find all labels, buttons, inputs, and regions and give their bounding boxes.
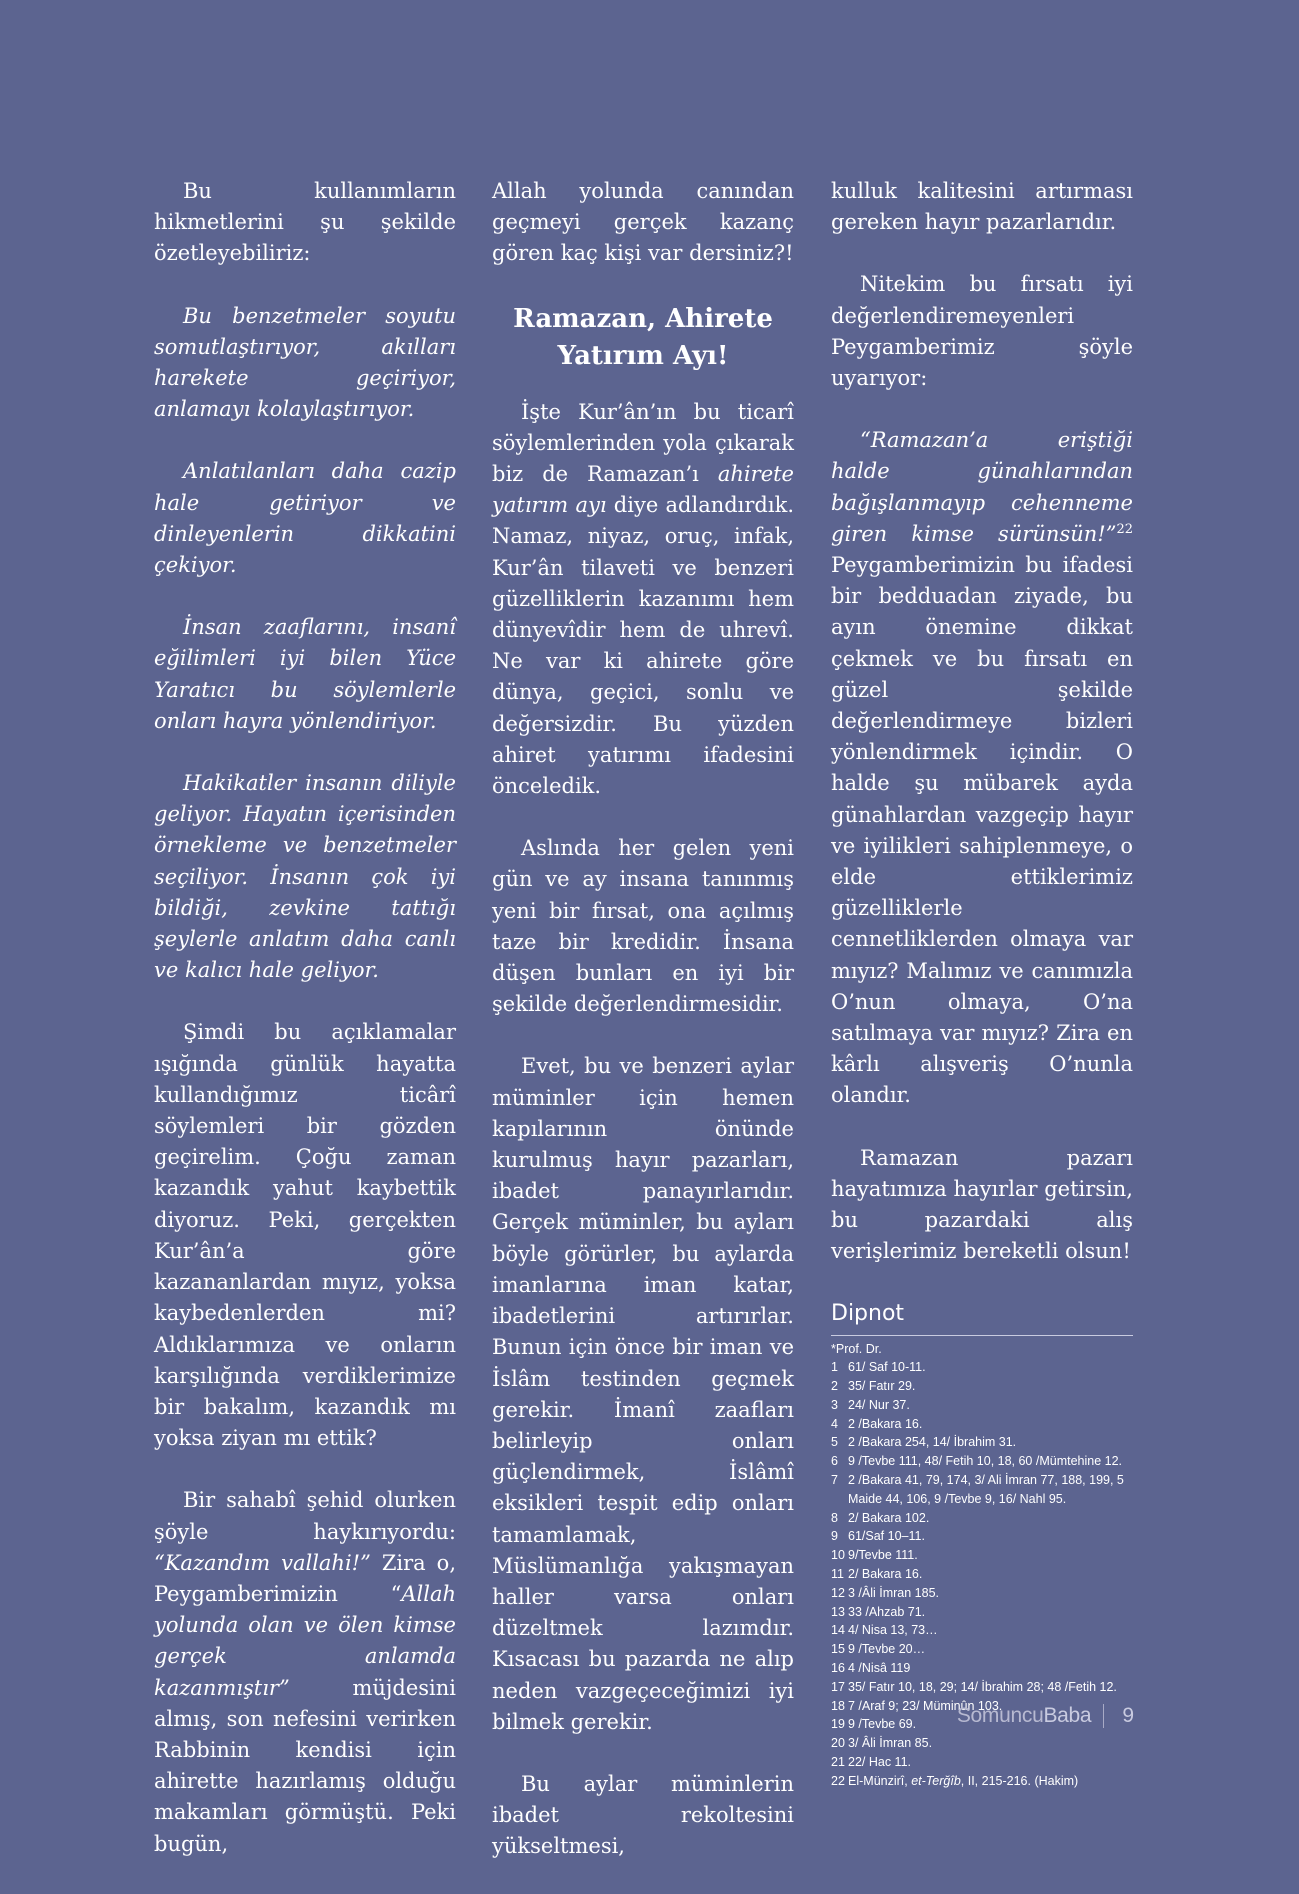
magazine-logo xyxy=(957,1704,1091,1728)
footnote-number: 14 xyxy=(831,1623,845,1638)
paragraph: kulluk kalitesini artırması gereken hayır pazarlarıdır. xyxy=(831,179,1133,235)
footnote-number: 8 xyxy=(831,1510,838,1525)
footnote-number: 17 xyxy=(831,1679,845,1694)
footnote-item xyxy=(831,1433,1133,1452)
quote-paragraph: İnsan zaaflarını, insanî eğilimleri iyi bilen Yüce Yaratıcı bu söylemlerle onları hayra yönlendiriyor. xyxy=(154,615,456,733)
footnote-number: 9 xyxy=(831,1529,838,1544)
footnote-number: 4 xyxy=(831,1416,838,1431)
footnote-item xyxy=(831,1734,1133,1753)
footnote-text: 24/ Nur 37. xyxy=(848,1397,910,1412)
footnote-number: 6 xyxy=(831,1454,838,1469)
footnotes-title: Dipnot xyxy=(831,1299,1133,1336)
footnote-text: 9/Tevbe 111. xyxy=(848,1548,918,1563)
text: müjdesini almış, son nefesini verirken Rabbinin kendisi için ahirette hazırlamış olduğu makamları görmüştü. Peki bugün, xyxy=(154,1675,456,1856)
footnote-number: 22 xyxy=(831,1773,845,1788)
footnote-text: 2/ Bakara 16. xyxy=(848,1567,923,1582)
footnote-item xyxy=(831,1509,1133,1528)
footnote-item xyxy=(831,1753,1133,1772)
footnote-item xyxy=(831,1358,1133,1377)
footnote-number: 19 xyxy=(831,1717,845,1732)
italic-quote: Allah yolunda olan ve ölen kimse gerçek anlamda kazanmıştır” xyxy=(154,1581,456,1700)
logo-part: Somuncu xyxy=(956,1704,1044,1727)
text: Peygamberimizin bu ifadesi bir bedduadan ziyade, bu ayın önemine dikkat çekmek ve bu fırsatı en güzel şekilde değerlendirmeye bizleri yönlendirmek içindir. O halde şu mübarek ayda günahlardan vazgeçip hayır ve iyilikleri sahiplenmeye, o elde ettiklerimiz güzelliklerle cennetliklerden olmaya var mıyız? Malımız ve canımızla O’nun olmaya, O’na satılmaya var mıyız? Zira en kârlı alışveriş O’nunla olandır. xyxy=(831,553,1133,1108)
italic-quote: “Ramazan’a eriştiği halde günahlarından bağışlanmayıp cehenneme giren kimse sürünsün!” xyxy=(831,428,1133,546)
footnote-text: 9 /Tevbe 20… xyxy=(848,1642,926,1657)
text: diye adlandırdık. Namaz, niyaz, oruç, infak, Kur’ân tilaveti ve benzeri güzelliklerin kazanımı hem dünyevîdir hem de uhrevî. Ne var ki ahirete göre dünya, geçici, sonlu ve değersizdir. Bu yüzden ahiret yatırımı ifadesini önceledik. xyxy=(492,493,794,799)
footnote-text: 9 /Tevbe 111, 48/ Fetih 10, 18, 60 /Mümtehine 12. xyxy=(848,1454,1123,1469)
text: Bir sahabî şehid olurken şöyle haykırıyordu: xyxy=(154,1488,456,1544)
footnote-item xyxy=(831,1452,1133,1471)
footnote-item xyxy=(831,1565,1133,1584)
paragraph: Şimdi bu açıklamalar ışığında günlük hayatta kullandığımız ticârî söylemleri bir gözden geçirelim. Çoğu zaman kazandık yahut kaybettik diyoruz. Peki, gerçekten Kur’ân’a göre kazananlardan mıyız, yoksa kaybedenlerden mi? Aldıklarımıza ve onların karşılığında verdiklerimize bir bakalım, kazandık mı yoksa ziyan mı ettik? xyxy=(154,1020,456,1451)
footnote-item xyxy=(831,1678,1133,1697)
footnote-text: 9 /Tevbe 69. xyxy=(848,1717,917,1732)
footnote-text: 7 /Araf 9; 23/ Müminûn 103. xyxy=(848,1698,1003,1713)
italic-quote: “Kazandım vallahi!” xyxy=(154,1550,371,1575)
footnote-ref: 22 xyxy=(1116,521,1133,537)
footnote-number: 11 xyxy=(831,1567,844,1582)
footnote-number: 10 xyxy=(831,1548,845,1563)
footnote-number: 7 xyxy=(831,1473,838,1488)
paragraph: Allah yolunda canından geçmeyi gerçek kazanç gören kaç kişi var dersiniz?! xyxy=(492,179,794,266)
footnote-text: 35/ Fatır 10, 18, 29; 14/ İbrahim 28; 48 /Fetih 12. xyxy=(848,1679,1117,1694)
italic-term: ahirete yatırım ayı xyxy=(492,462,794,518)
footnote-text: 22/ Hac 11. xyxy=(848,1755,912,1770)
footnote-number: 13 xyxy=(831,1604,845,1619)
footnote-number: 16 xyxy=(831,1661,845,1676)
column-2 xyxy=(492,176,794,1894)
quote-paragraph: Anlatılanları daha cazip hale getiriyor ve dinleyenlerin dikkatini çekiyor. xyxy=(154,459,456,578)
footnote-item xyxy=(831,1527,1133,1546)
footnote-number: 20 xyxy=(831,1736,845,1751)
footnote-text: 2/ Bakara 102. xyxy=(848,1510,930,1525)
paragraph xyxy=(831,425,1133,1111)
footnote-item xyxy=(831,1396,1133,1415)
paragraph: Evet, bu ve benzeri aylar müminler için hemen kapılarının önünde kurulmuş hayır pazarları, ibadet panayırlarıdır. Gerçek müminler, bu ayları böyle görürler, bu aylarda imanlarına iman katar, ibadetlerini artırırlar. Bunun için önce bir iman ve İslâm testinden geçmek gerekir. İmanî zaafları belirleyip onları güçlendirmek, İslâmî eksikleri tespit edip onları tamamlamak, Müslümanlığa yakışmayan haller varsa onları düzeltmek lazımdır. Kısacası bu pazarda ne alıp neden vazgeçeceğimizi iyi bilmek gerekir. xyxy=(492,1054,794,1734)
footnote-text: 4 /Nisâ 119 xyxy=(848,1661,911,1676)
footnote-item xyxy=(831,1415,1133,1434)
footnote-item xyxy=(831,1546,1133,1565)
section-heading: Ramazan, Ahirete Yatırım Ayı! xyxy=(513,303,773,371)
column-1 xyxy=(154,176,456,1891)
footnote-text: 3 /Âli İmran 185. xyxy=(848,1585,940,1600)
footnote-text xyxy=(844,1772,1133,1791)
footnote-number: 5 xyxy=(831,1435,838,1450)
footnote-text: 2 /Bakara 16. xyxy=(848,1416,923,1431)
paragraph: Aslında her gelen yeni gün ve ay insana tanınmış yeni bir fırsat, ona açılmış taze bir kredidir. İnsana düşen bunları en iyi bir şekilde değerlendirmesidir. xyxy=(492,836,794,1017)
quote-paragraph: Hakikatler insanın diliyle geliyor. Hayatın içerisinden örnekleme ve benzetmeler seçiliyor. İnsanın çok iyi bildiği, zevkine tattığı şeylerle anlatım daha canlı ve kalıcı hale geliyor. xyxy=(154,771,456,983)
footnote-text: 2 /Bakara 254, 14/ İbrahim 31. xyxy=(848,1435,1017,1450)
footnote-number: 18 xyxy=(831,1698,845,1713)
footnote-text: 61/Saf 10–11. xyxy=(848,1529,925,1544)
footnote-text: 4/ Nisa 13, 73… xyxy=(848,1623,938,1638)
footnote-item xyxy=(831,1621,1133,1640)
text: Zira o, Peygamberimizin “ xyxy=(154,1550,456,1606)
footnote-text: 33 /Ahzab 71. xyxy=(848,1604,926,1619)
footnote-item xyxy=(831,1772,1133,1791)
footnote-item xyxy=(831,1377,1133,1396)
footnote-text: 3/ Âli İmran 85. xyxy=(848,1736,933,1751)
footnote-number: 12 xyxy=(831,1585,845,1600)
footnote-number: 21 xyxy=(831,1755,845,1770)
footnote-text: 2 /Bakara 41, 79, 174, 3/ Ali İmran 77, 188, 199, 5 Maide 44, 106, 9 /Tevbe 9, 16/ Nahl 95. xyxy=(848,1473,1124,1506)
footnote-item xyxy=(831,1659,1133,1678)
text: İşte Kur’ân’ın bu ticarî söylemlerinden yola çıkarak biz de Ramazan’ı xyxy=(492,399,794,487)
column-3 xyxy=(831,176,1133,1791)
footnote-text: 35/ Fatır 29. xyxy=(848,1379,916,1394)
footnote-item xyxy=(831,1471,1133,1509)
footnote-number: 2 xyxy=(831,1379,838,1394)
paragraph xyxy=(492,397,794,803)
footer-divider xyxy=(1103,1704,1104,1728)
paragraph: Bu aylar müminlerin ibadet rekoltesini yükseltmesi, xyxy=(492,1771,794,1859)
paragraph: Ramazan pazarı hayatımıza hayırlar getirsin, bu pazardaki alış verişlerimiz bereketli olsun! xyxy=(831,1145,1133,1264)
footnote-item xyxy=(831,1603,1133,1622)
footnote-number: 1 xyxy=(831,1360,838,1375)
paragraph: Bu kullanımların hikmetlerini şu şekilde özetleyebiliriz: xyxy=(154,179,456,266)
footnote-number: 15 xyxy=(831,1642,845,1657)
text: , II, 215-216. (Hakim) xyxy=(960,1773,1079,1788)
logo-part: Baba xyxy=(1043,1704,1092,1727)
italic-title: et-Terğîb xyxy=(911,1773,961,1788)
footnote-item xyxy=(831,1584,1133,1603)
quote-paragraph: Bu benzetmeler soyutu somutlaştırıyor, akılları harekete geçiriyor, anlamayı kolaylaştırıyor. xyxy=(154,303,456,422)
text: El-Münzirî, xyxy=(848,1773,912,1788)
author-note: *Prof. Dr. xyxy=(831,1341,882,1356)
footnote-item xyxy=(831,1640,1133,1659)
footnote-text: 61/ Saf 10-11. xyxy=(848,1360,926,1375)
footnote-number: 3 xyxy=(831,1397,838,1412)
page-footer xyxy=(957,1704,1134,1728)
paragraph xyxy=(154,1485,456,1859)
paragraph: Nitekim bu fırsatı iyi değerlendiremeyenleri Peygamberimiz şöyle uyarıyor: xyxy=(831,272,1133,391)
page-number: 9 xyxy=(1122,1704,1134,1727)
